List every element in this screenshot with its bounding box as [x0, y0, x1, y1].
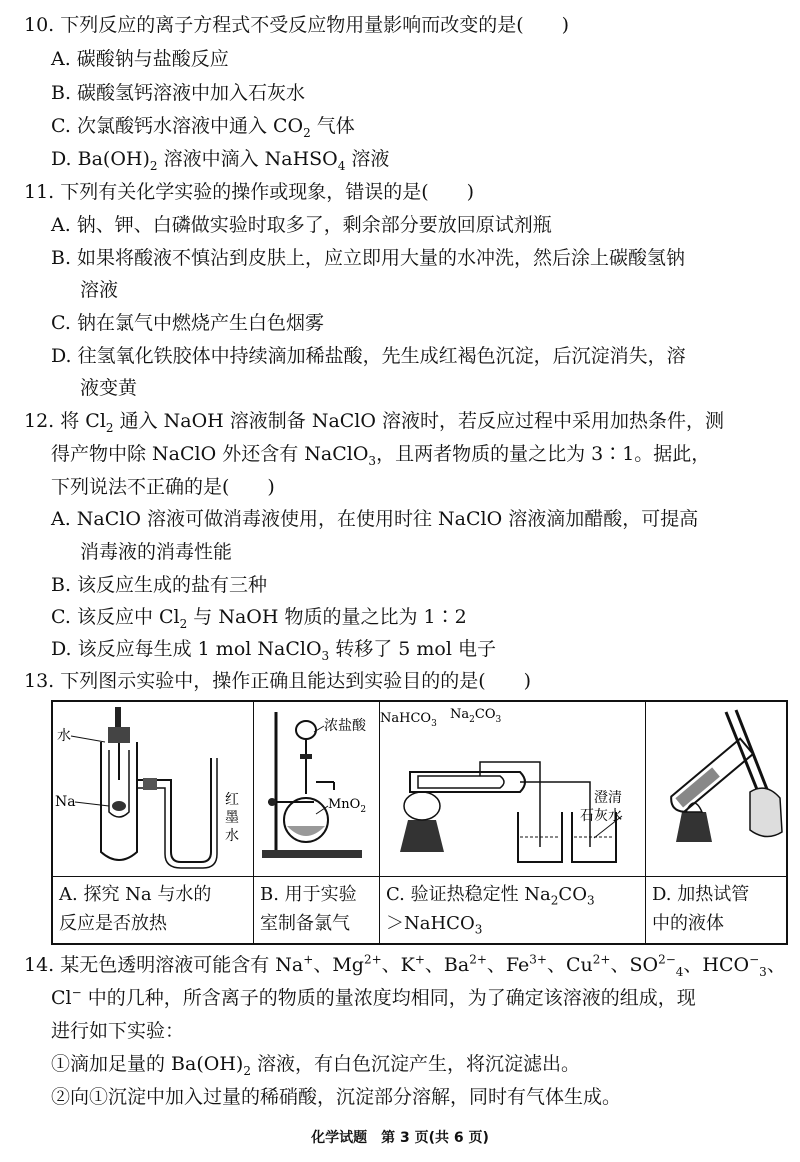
- q11-option-d-cont: 液变黄: [80, 377, 138, 399]
- q11-stem: 11. 下列有关化学实验的操作或现象，错误的是( ): [24, 181, 475, 203]
- q12-option-c: C. 该反应中 $Cl_2$ 与 NaOH 物质的量之比为 1∶2: [51, 606, 467, 631]
- q11-option-d: D. 往氢氧化铁胶体中持续滴加稀盐酸，先生成红褐色沉淀，后沉淀消失，溶: [51, 345, 686, 367]
- figure-a: [52, 701, 254, 877]
- caption-d: D. 加热试管 中的液体: [646, 877, 788, 945]
- label-ink-1: 红: [225, 792, 239, 808]
- q10-option-b: B. 碳酸氢钙溶液中加入石灰水: [51, 82, 306, 104]
- q10-option-c: C. 次氯酸钙水溶液中通入 $CO_2$ 气体: [51, 115, 355, 140]
- label-limewater-2: 石灰水: [580, 808, 622, 824]
- q10-option-d: D. $Ba(OH)_2$ 溶液中滴入 NaHSO$_4$ 溶液: [51, 148, 390, 173]
- label-ink-3: 水: [225, 828, 239, 844]
- caption-c: C. 验证热稳定性 $Na_2CO_3$ ＞NaHCO$_3$: [380, 877, 646, 945]
- figure-b: [254, 701, 380, 877]
- q12-option-d: D. 该反应每生成 1 mol NaClO$_3$ 转移了 5 mol 电子: [51, 638, 496, 663]
- q14-stem-line2: Cl− 中的几种，所含离子的物质的量浓度均相同，为了确定该溶液的组成，现: [51, 985, 696, 1009]
- q12-option-a: A. NaClO 溶液可做消毒液使用，在使用时往 NaClO 溶液滴加醋酸，可提高: [51, 508, 699, 530]
- q10-stem: 10. 下列反应的离子方程式不受反应物用量影响而改变的是( ): [24, 14, 570, 36]
- label-mno2: MnO$_2$: [328, 797, 367, 815]
- q14-step-2: ②向①沉淀中加入过量的稀硝酸，沉淀部分溶解，同时有气体生成。: [51, 1086, 622, 1108]
- page-footer: 化学试题 第 3 页(共 6 页): [311, 1130, 489, 1146]
- caption-a: A. 探究 Na 与水的 反应是否放热: [52, 877, 254, 945]
- q11-option-c: C. 钠在氯气中燃烧产生白色烟雾: [51, 312, 324, 334]
- caption-b: B. 用于实验 室制备氯气: [254, 877, 380, 945]
- figure-c: [380, 701, 646, 877]
- q11-option-a: A. 钠、钾、白磷做实验时取多了，剩余部分要放回原试剂瓶: [51, 214, 552, 236]
- q11-option-b-cont: 溶液: [80, 279, 119, 301]
- q12-stem-line2: 得产物中除 NaClO 外还含有 NaClO$_3$，且两者物质的量之比为 3∶1。据此，: [51, 443, 711, 468]
- label-na2co3: $Na_2CO_3$: [450, 707, 502, 725]
- q11-option-b: B. 如果将酸液不慎沾到皮肤上，应立即用大量的水冲洗，然后涂上碳酸氢钠: [51, 247, 686, 269]
- apparatus-a-drawing: [53, 702, 253, 872]
- label-water: 水: [57, 728, 71, 744]
- figure-d: [646, 701, 788, 877]
- label-na: Na: [55, 794, 76, 810]
- q13-stem: 13. 下列图示实验中，操作正确且能达到实验目的的是( ): [24, 670, 532, 692]
- label-limewater-1: 澄清: [594, 790, 622, 806]
- apparatus-b-drawing: [254, 702, 379, 872]
- apparatus-d-drawing: [646, 702, 786, 872]
- q14-stem-line1: 14. 某无色透明溶液可能含有 Na+、$Mg^{2+}$、K+、$Ba^{2+}$、$Fe^{3+}$、$Cu^{2+}$、$SO^{2-}_4$、$HCO^-_3$、: [24, 952, 786, 979]
- q14-stem-line3: 进行如下实验：: [51, 1020, 185, 1042]
- label-ink-2: 墨: [225, 810, 239, 826]
- q12-stem-line3: 下列说法不正确的是( ): [51, 476, 275, 498]
- q12-option-b: B. 该反应生成的盐有三种: [51, 574, 268, 596]
- q12-stem-line1: 12. 将 $Cl_2$ 通入 NaOH 溶液制备 NaClO 溶液时，若反应过程中采用加热条件，测: [24, 410, 725, 435]
- apparatus-c-drawing: [380, 702, 645, 872]
- q12-option-a-cont: 消毒液的消毒性能: [80, 541, 233, 563]
- q13-figure-table: [51, 700, 788, 945]
- label-nahco3: NaHCO$_3$: [380, 711, 437, 729]
- q14-step-1: ①滴加足量的 $Ba(OH)_2$ 溶液，有白色沉淀产生，将沉淀滤出。: [51, 1053, 580, 1078]
- label-conc-hcl: 浓盐酸: [324, 718, 366, 734]
- q10-option-a: A. 碳酸钠与盐酸反应: [51, 48, 229, 70]
